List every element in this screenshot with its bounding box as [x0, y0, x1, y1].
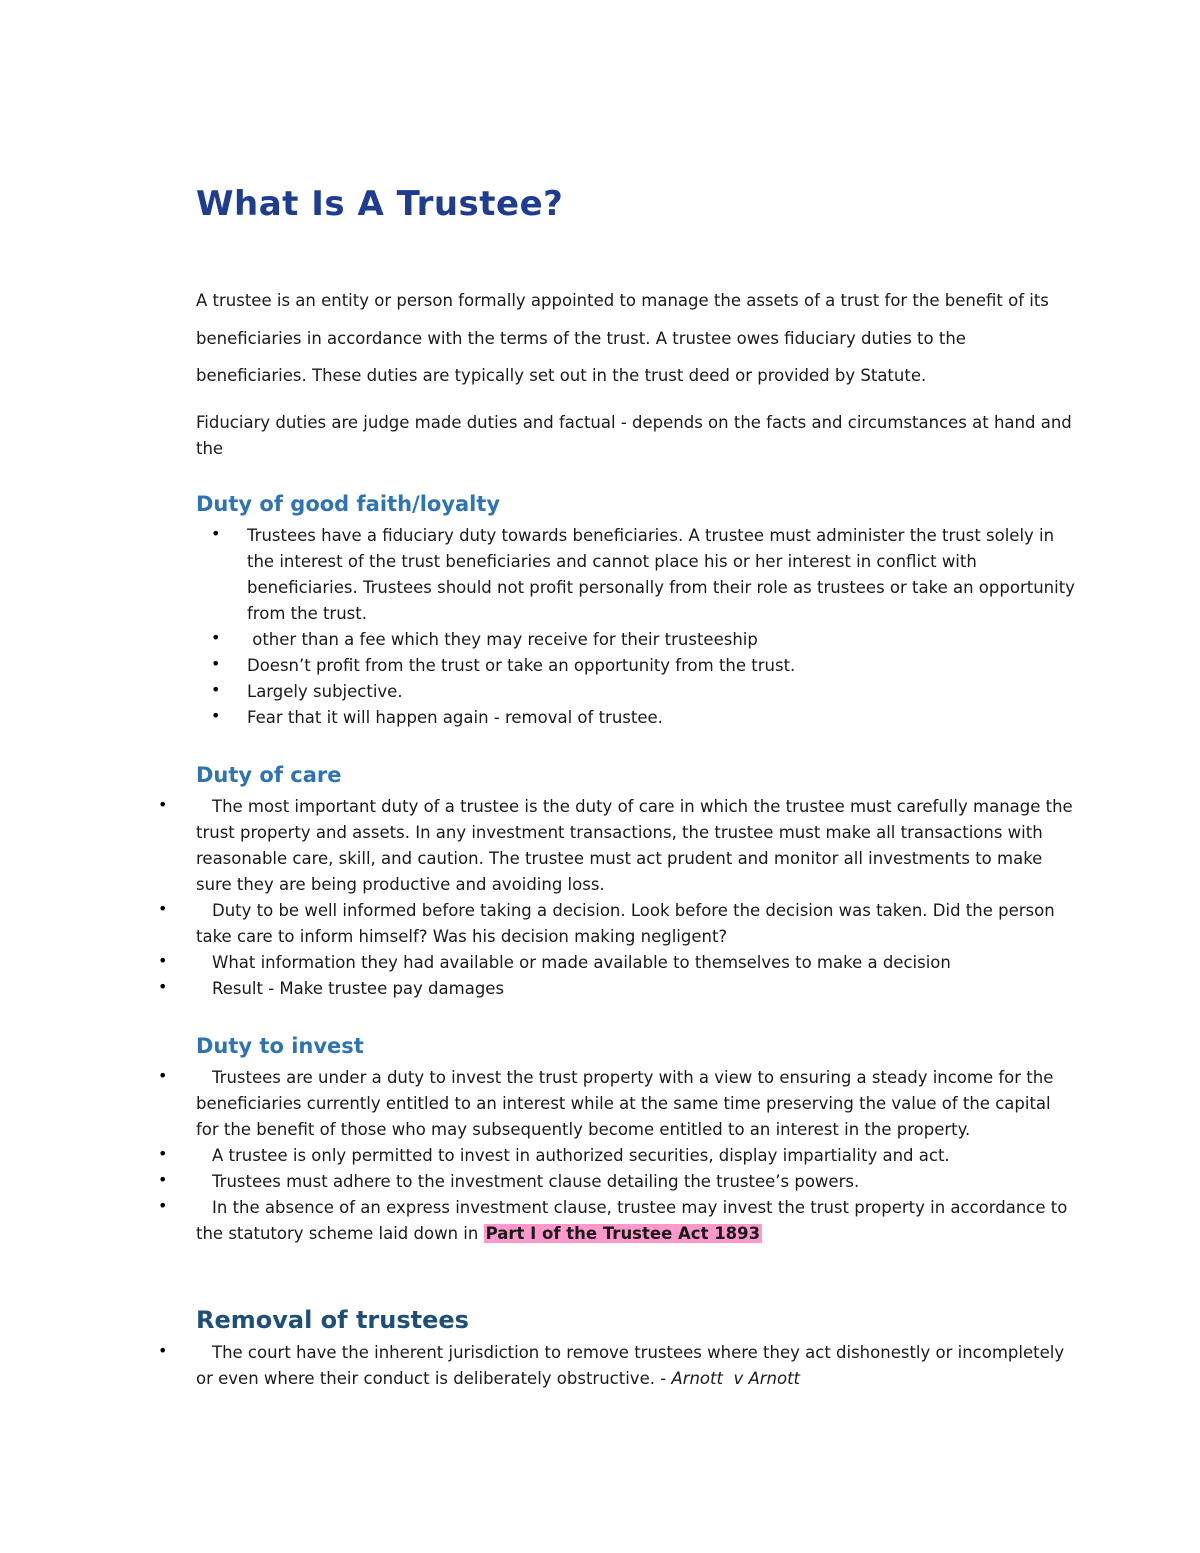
list-item: • The court have the inherent jurisdiction to remove trustees where they act dishonestly or incompletely or even where their conduct is deliberately obstructive. - Arnott v Arnott [158, 1341, 1065, 1388]
heading-duty-to-invest: Duty to invest [196, 1034, 364, 1058]
list-item: • What information they had available or made available to themselves to make a decision [158, 951, 951, 972]
removal-list [158, 1340, 1076, 1392]
list-item: • other than a fee which they may receive for their trusteeship [211, 628, 758, 649]
bullet-icon: • [211, 654, 221, 673]
bullet-icon: • [211, 628, 221, 647]
bullet-icon: • [211, 706, 221, 725]
bullet-icon: • [158, 1170, 168, 1189]
bullet-icon: • [158, 1066, 168, 1085]
case-citation: Arnott v Arnott [671, 1369, 801, 1388]
bullet-icon: • [158, 1196, 168, 1215]
page-title: What Is A Trustee? [196, 184, 564, 224]
intro-paragraph: A trustee is an entity or person formally appointed to manage the assets of a trust for the benefit of its beneficiaries in accordance with the terms of the trust. A trustee owes fiduciary duties to the beneficiaries. These duties are typically set out in the trust deed or provided by Statute. [196, 291, 1049, 385]
highlighted-reference: Part I of the Trustee Act 1893 [485, 1224, 761, 1243]
list-item: • Largely subjective. [211, 680, 403, 701]
list-item: • Doesn’t profit from the trust or take an opportunity from the trust. [211, 654, 796, 675]
bullet-icon: • [158, 899, 168, 918]
heading-duty-of-care: Duty of care [196, 763, 342, 787]
list-item: • Fear that it will happen again - removal of trustee. [211, 706, 663, 727]
fiduciary-paragraph: Fiduciary duties are judge made duties and factual - depends on the facts and circumstances at hand and the [196, 413, 1072, 458]
list-item: • Trustees have a fiduciary duty towards beneficiaries. A trustee must administer the trust solely in the interest of the trust beneficiaries and cannot place his or her interest in conflict with beneficiaries. Trustees should not profit personally from their role as trustees or take an opportunity from the trust. [211, 524, 1075, 623]
bullet-icon: • [158, 1341, 168, 1360]
bullet-icon: • [211, 524, 221, 543]
bullet-icon: • [211, 680, 221, 699]
heading-removal-of-trustees: Removal of trustees [196, 1306, 469, 1334]
bullet-icon: • [158, 795, 168, 814]
bullet-icon: • [158, 977, 168, 996]
duty-to-invest-list [158, 1065, 1076, 1247]
heading-good-faith: Duty of good faith/loyalty [196, 492, 501, 516]
duty-of-care-list [158, 794, 1076, 1002]
bullet-icon: • [158, 951, 168, 970]
list-item: • Trustees are under a duty to invest the trust property with a view to ensuring a steady income for the beneficiaries currently entitled to an interest while at the same time preserving the value of the capital for the benefit of those who may subsequently become entitled to an interest in the property. [158, 1066, 1054, 1139]
bullet-icon: • [158, 1144, 168, 1163]
list-item: • The most important duty of a trustee is the duty of care in which the trustee must carefully manage the trust property and assets. In any investment transactions, the trustee must make all transactions with reasonable care, skill, and caution. The trustee must act prudent and monitor all investments to make sure they are being productive and avoiding loss. [158, 795, 1073, 894]
list-item: • Result - Make trustee pay damages [158, 977, 505, 998]
list-item: • Trustees must adhere to the investment clause detailing the trustee’s powers. [158, 1170, 860, 1191]
list-item: • In the absence of an express investment clause, trustee may invest the trust property in accordance to the statutory scheme laid down in Part I of the Trustee Act 1893 [158, 1196, 1068, 1243]
good-faith-list [211, 523, 1077, 731]
list-item: • Duty to be well informed before taking a decision. Look before the decision was taken. Did the person take care to inform himself? Was his decision making negligent? [158, 899, 1055, 946]
list-item: • A trustee is only permitted to invest in authorized securities, display impartiality and act. [158, 1144, 950, 1165]
